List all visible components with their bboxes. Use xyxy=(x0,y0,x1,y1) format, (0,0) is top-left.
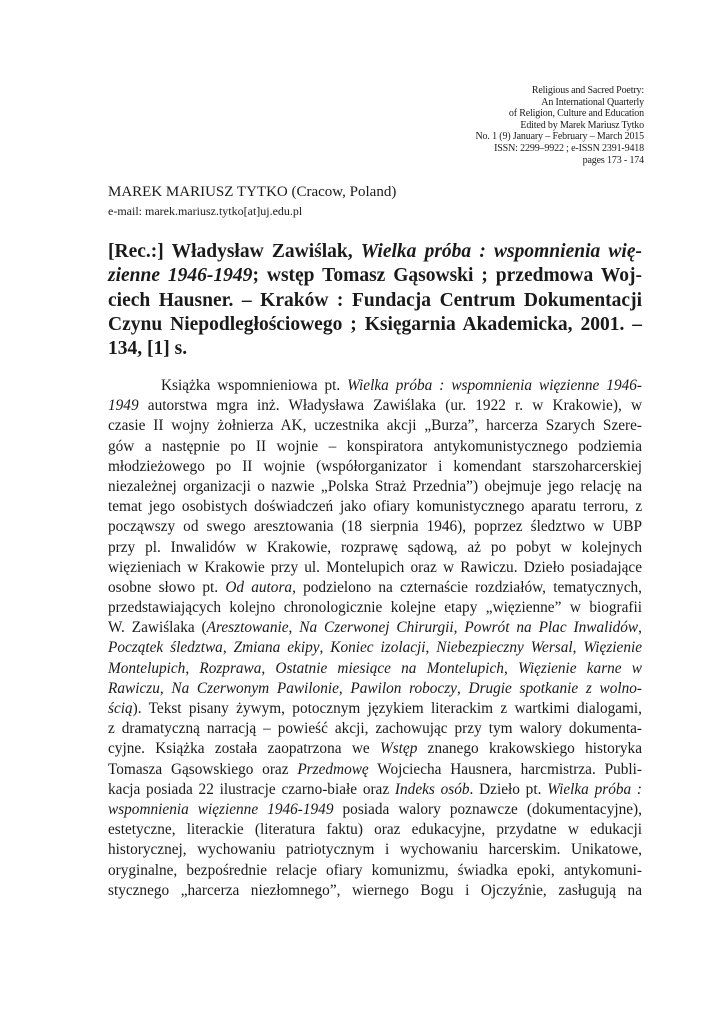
review-body xyxy=(108,376,642,901)
italic-text: Powrót na Plac Inwalidów xyxy=(464,619,639,637)
text-run: niezależnej organizacji o nazwie „Polska Straż Przednia”) obejmuje jego relację na xyxy=(108,477,642,495)
text-run: estetyczne, literackie (literatura faktu) oraz edukacyjne, przydatne w edukacji xyxy=(108,821,642,839)
text-run: temat jego osobistych doświadczeń jako ofiary komunistycznego aparatu terroru, z xyxy=(108,498,642,516)
italic-text: Na Czerwonym Pawilonie xyxy=(171,679,339,697)
body-line xyxy=(108,497,642,517)
italic-text: Ostatnie miesiące na Montelupich xyxy=(275,659,504,677)
italic-text: Pawilon roboczy xyxy=(350,679,457,697)
text-run: posiada walory poznawcze (dokumentacyjne), xyxy=(333,800,642,818)
text-run: , xyxy=(159,679,172,697)
body-line xyxy=(108,416,642,436)
italic-text: Początek śledztwa xyxy=(108,639,223,657)
body-line xyxy=(108,538,642,558)
review-title xyxy=(108,240,642,361)
text-run: Czynu Niepodległościowego ; Księgarnia Akademicka, 2001. – xyxy=(108,313,642,335)
text-run: przedstawiających kolejno chronologicznie kolejne etapy „więzienne” w biografii xyxy=(108,599,642,617)
text-run: Tomasza Gąsowskiego oraz xyxy=(108,760,298,778)
italic-text: Na Czerwonej Chirurgii xyxy=(299,619,454,637)
italic-text: Indeks osób xyxy=(394,780,470,798)
text-run: , xyxy=(503,659,518,677)
text-run: z dramatyczną narracją – powieść akcji, zachowując przy tym walory dokumenta- xyxy=(108,720,642,738)
text-run: , xyxy=(338,679,351,697)
italic-text: ścią xyxy=(108,700,133,717)
text-run: czasie II wojny żołnierza AK, uczestnika akcji „Burza”, harcerza Szarych Szere- xyxy=(108,417,642,435)
text-run: , xyxy=(456,679,469,697)
body-line xyxy=(108,719,642,739)
text-run: , podzielono na czternaście rozdziałów, tematycznych, xyxy=(292,578,642,596)
text-run: gów a następnie po II wojnie – konspiratora antykomunistycznego podziemia xyxy=(108,437,642,455)
journal-header xyxy=(384,85,644,166)
author-email: e-mail: marek.mariusz.tytko[at]uj.edu.pl xyxy=(108,204,303,218)
body-line xyxy=(108,760,642,780)
italic-text: Koniec izolacji xyxy=(330,639,426,657)
text-run: Książka wspomnieniowa pt. xyxy=(161,377,348,394)
text-run: ; wstęp Tomasz Gąsowski ; przedmowa Woj- xyxy=(252,265,643,287)
text-run: stycznego „harcerza niezłomnego”, wiernego Bogu i Ojczyźnie, zasługują na xyxy=(108,881,642,899)
italic-text: wspomnienia więzienne 1946-1949 xyxy=(108,800,334,818)
body-line xyxy=(108,477,642,497)
body-line xyxy=(108,820,642,840)
title-line xyxy=(108,337,642,361)
text-run: młodzieżowego po II wojnie (współorganizator i komendant starszoharcerskiej xyxy=(108,457,642,475)
journal-header-line: ISSN: 2299–9922 ; e-ISSN 2391-9418 xyxy=(494,142,644,154)
text-run: Wojciecha Hausnera, harcmistrza. Publi- xyxy=(368,760,642,778)
body-line xyxy=(108,800,642,820)
body-line xyxy=(108,618,642,638)
italic-text: Montelupich xyxy=(108,659,186,677)
text-run: . Dzieło pt. xyxy=(469,780,548,798)
body-line xyxy=(108,861,642,881)
text-run: autorstwa mgra inż. Władysława Zawiślaka (ur. 1922 r. w Krakowie), w xyxy=(138,397,642,415)
journal-header-line: Edited by Marek Mariusz Tytko xyxy=(520,119,644,131)
text-run: , xyxy=(222,639,234,657)
italic-text: Wielka próba : xyxy=(547,780,643,798)
text-run: , xyxy=(572,639,584,657)
body-line xyxy=(108,437,642,457)
text-run: , xyxy=(185,659,200,677)
body-line xyxy=(108,396,642,416)
body-line xyxy=(108,659,642,679)
text-run: , xyxy=(425,639,437,657)
text-run: , xyxy=(319,639,331,657)
text-run: , xyxy=(288,619,300,637)
italic-text: Rozprawa xyxy=(199,659,262,677)
text-run: więzieniach w Krakowie przy ul. Montelupich oraz w Rawiczu. Dzieło posiadające xyxy=(108,558,642,576)
title-line xyxy=(108,289,642,313)
italic-text: Drugie spotkanie z wolno- xyxy=(468,679,643,697)
italic-text: Więzienie xyxy=(583,639,643,657)
italic-text: zienne 1946-1949 xyxy=(108,265,253,287)
body-line xyxy=(108,699,642,719)
text-run: kacja posiada 22 ilustracje czarno-białe oraz xyxy=(108,780,395,798)
text-run: W. Zawiślaka ( xyxy=(108,619,207,637)
body-line xyxy=(108,739,642,759)
title-line xyxy=(108,313,642,337)
body-line xyxy=(108,578,642,598)
journal-header-line: of Religion, Culture and Education xyxy=(508,108,644,120)
italic-text: Od autora xyxy=(225,578,293,596)
body-line xyxy=(108,558,642,578)
journal-header-line: No. 1 (9) January – February – March 2015 xyxy=(475,131,644,143)
title-line xyxy=(108,240,642,264)
journal-header-line: An International Quarterly xyxy=(541,96,644,108)
body-line xyxy=(108,376,642,396)
journal-header-line: Religious and Sacred Poetry: xyxy=(531,85,644,96)
text-run: osobne słowo pt. xyxy=(108,578,226,596)
italic-text: Wstęp xyxy=(379,740,418,758)
text-run: historycznej, wychowaniu patriotycznym i wychowaniu harcerskim. Unikatowe, xyxy=(108,841,642,859)
italic-text: Rawiczu xyxy=(108,679,160,697)
title-line xyxy=(108,264,642,288)
text-run: przy pl. Inwalidów w Krakowie, rozprawę sądową, aż po pobyt w kolejnych xyxy=(108,538,642,556)
text-run: cyjne. Książka została zaopatrzona we xyxy=(108,740,380,758)
body-line xyxy=(108,881,642,901)
italic-text: Więzienie karne w xyxy=(517,659,642,677)
body-line xyxy=(108,780,642,800)
italic-text: Wielka próba : wspomnienia więzienne 1946- xyxy=(347,377,642,394)
text-run: począwszy od swego aresztowania (18 sierpnia 1946), poprzez śledztwo w UBP xyxy=(108,518,642,536)
author-line: MAREK MARIUSZ TYTKO (Cracow, Poland) xyxy=(108,184,397,200)
italic-text: Wielka próba : wspomnienia wię- xyxy=(360,241,642,262)
italic-text: Zmiana ekipy xyxy=(233,639,320,657)
body-line xyxy=(108,679,642,699)
body-line xyxy=(108,457,642,477)
text-run: , xyxy=(261,659,276,677)
text-run: oryginalne, bezpośrednie relacje ofiary komunizmu, świadka epoki, antykomuni- xyxy=(108,861,642,879)
text-run: 134, [1] s. xyxy=(108,338,188,360)
body-line xyxy=(108,517,642,537)
italic-text: Niebezpieczny Wersal xyxy=(436,639,573,657)
body-line xyxy=(108,638,642,658)
text-run: , xyxy=(638,619,642,637)
text-run: ). Tekst pisany żywym, potocznym językiem literackim z wartkimi dialogami, xyxy=(132,700,642,717)
text-run: , xyxy=(453,619,465,637)
body-line xyxy=(108,598,642,618)
text-run: znanego krakowskiego historyka xyxy=(417,740,642,758)
text-run: ciech Hausner. – Kraków : Fundacja Centrum Dokumentacji xyxy=(108,289,642,311)
body-line xyxy=(108,840,642,860)
italic-text: Aresztowanie xyxy=(206,619,289,637)
italic-text: Przedmowę xyxy=(297,760,369,778)
italic-text: 1949 xyxy=(108,397,139,415)
journal-header-line: pages 173 - 174 xyxy=(582,154,644,166)
text-run: [Rec.:] Władysław Zawiślak, xyxy=(108,241,361,262)
